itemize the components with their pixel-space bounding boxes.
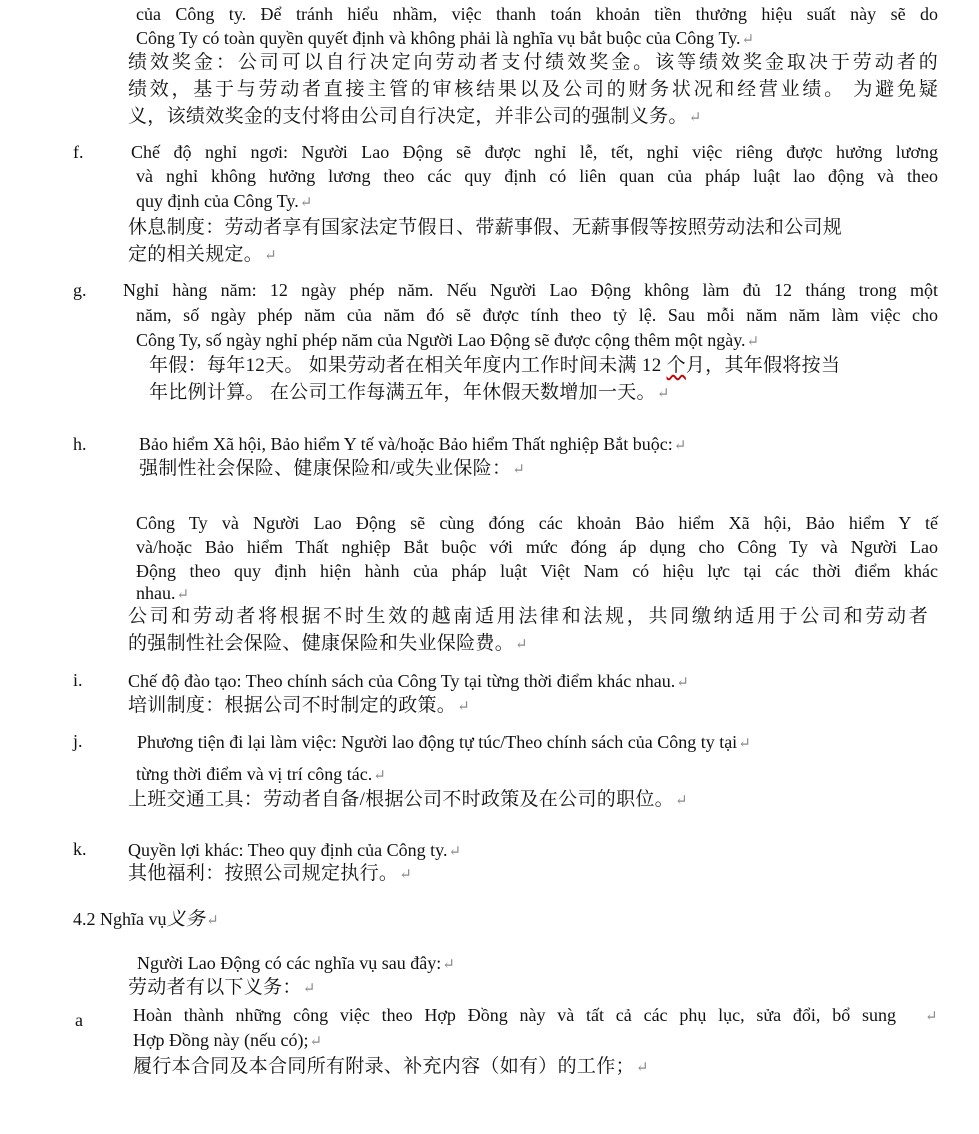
section-h-zh-line-1: 公司和劳动者将根据不时生效的越南适用法律和法规，共同缴纳适用于公司和劳动者: [128, 606, 928, 627]
section-e-vi-line-2: Công Ty có toàn quyền quyết định và không phải là nghĩa vụ bắt buộc của Công Ty.↵: [136, 28, 755, 48]
section-h-vi-line-1: Công Ty và Người Lao Động sẽ cùng đóng các khoản Bảo hiểm Xã hội, Bảo hiểm Y tế: [136, 513, 938, 533]
section-e-zh-line-1: 绩效奖金：公司可以自行决定向劳动者支付绩效奖金。该等绩效奖金取决于劳动者的: [128, 52, 938, 73]
section-h-vi-line-3: Động theo quy định hiện hành của pháp luật Việt Nam có hiệu lực tại các thời điểm khác: [136, 561, 938, 581]
paragraph-mark-icon: ↵: [515, 637, 528, 653]
section-i-zh: 培训制度：根据公司不时制定的政策。↵: [128, 695, 470, 716]
paragraph-mark-icon: ↵: [373, 768, 386, 784]
section-h-zh-line-2: 的强制性社会保险、健康保险和失业保险费。↵: [128, 633, 528, 654]
section-h-vi-line-4: nhau.↵: [136, 583, 190, 603]
section-e-zh-line-3: 义，该绩效奖金的支付将由公司自行决定，并非公司的强制义务。↵: [128, 106, 702, 127]
paragraph-mark-icon: ↵: [399, 867, 413, 883]
paragraph-mark-icon: ↵: [925, 1009, 938, 1025]
paragraph-mark-icon: ↵: [746, 334, 760, 350]
paragraph-mark-icon: ↵: [738, 736, 751, 752]
section-h-title-zh: 强制性社会保险、健康保险和/或失业保险：↵: [139, 458, 526, 479]
section-h-marker: h.: [73, 434, 87, 454]
section-i-vi: Chế độ đào tạo: Theo chính sách của Công Ty tại từng thời điểm khác nhau.↵: [128, 671, 689, 691]
section-g-vi-line-2: năm, số ngày phép năm của năm đó sẽ được tính theo tỷ lệ. Sau mỗi năm năm làm việc cho: [136, 305, 938, 325]
section-j-vi-line-1: Phương tiện đi lại làm việc: Người lao động tự túc/Theo chính sách của Công ty tại↵: [137, 732, 751, 752]
section-f-marker: f.: [73, 142, 84, 162]
paragraph-mark-icon: ↵: [741, 32, 755, 48]
spelling-flag: 个: [666, 355, 686, 376]
paragraph-mark-icon: ↵: [635, 1060, 649, 1076]
paragraph-mark-icon: ↵: [299, 195, 313, 211]
obligation-a-zh: 履行本合同及本合同所有附录、补充内容（如有）的工作；↵: [133, 1056, 649, 1077]
section-f-vi-line-3: quy định của Công Ty.↵: [136, 191, 313, 211]
section-i-marker: i.: [73, 670, 83, 690]
section-e-vi-line-1: của Công ty. Để tránh hiểu nhầm, việc thanh toán khoản tiền thưởng hiệu suất này sẽ do: [136, 4, 938, 24]
section-g-vi-line-3: Công Ty, số ngày nghỉ phép năm của Người Lao Động sẽ được cộng thêm một ngày.↵: [136, 330, 760, 350]
paragraph-mark-icon: ↵: [448, 844, 462, 860]
obligation-a-vi-line-1: Hoàn thành những công việc theo Hợp Đồng này và tất cả các phụ lục, sửa đổi, bổ sung: [133, 1005, 896, 1025]
obligation-a-vi-line-2: Hợp Đồng này (nếu có);↵: [133, 1030, 323, 1050]
paragraph-mark-icon: ↵: [688, 110, 702, 126]
section-h-vi-line-2: và/hoặc Bảo hiểm Thất nghiệp Bắt buộc với mức đóng áp dụng cho Công Ty và Người Lao: [136, 537, 938, 557]
section-j-marker: j.: [73, 731, 83, 751]
obligations-intro-zh: 劳动者有以下义务：↵: [128, 977, 316, 998]
paragraph-mark-icon: ↵: [512, 462, 526, 478]
paragraph-mark-icon: ↵: [206, 913, 219, 929]
section-g-zh-line-1: 年假：每年12天。 如果劳动者在相关年度内工作时间未满 12 个月，其年假将按当: [149, 355, 841, 376]
paragraph-mark-icon: ↵: [442, 957, 455, 973]
section-k-vi: Quyền lợi khác: Theo quy định của Công ty.↵: [128, 840, 462, 860]
section-j-vi-line-2: từng thời điểm và vị trí công tác.↵: [136, 764, 386, 784]
section-f-vi-line-1: Chế độ nghỉ ngơi: Người Lao Động sẽ được nghỉ lễ, tết, nghỉ việc riêng được hưởng lương: [131, 142, 938, 162]
section-g-zh-line-2: 年比例计算。 在公司工作每满五年，年休假天数增加一天。↵: [149, 382, 670, 403]
obligation-a-marker: a: [75, 1010, 83, 1030]
section-g-vi-line-1: Nghỉ hàng năm: 12 ngày phép năm. Nếu Người Lao Động không làm đủ 12 tháng trong một: [123, 280, 938, 300]
section-k-marker: k.: [73, 839, 87, 859]
obligations-heading: 4.2 Nghĩa vụ义务↵: [73, 909, 219, 930]
section-k-zh: 其他福利：按照公司规定执行。↵: [128, 863, 413, 884]
paragraph-mark-icon: ↵: [674, 793, 688, 809]
paragraph-mark-icon: ↵: [676, 675, 689, 691]
section-j-zh: 上班交通工具：劳动者自备/根据公司不时政策及在公司的职位。↵: [128, 789, 688, 810]
paragraph-mark-icon: ↵: [264, 248, 277, 264]
paragraph-mark-icon: ↵: [176, 587, 190, 603]
section-e-zh-line-2: 绩效，基于与劳动者直接主管的审核结果以及公司的财务状况和经营业绩。 为避免疑: [128, 79, 938, 100]
section-f-zh-line-1: 休息制度：劳动者享有国家法定节假日、带薪事假、无薪事假等按照劳动法和公司规: [128, 217, 843, 238]
paragraph-mark-icon: ↵: [656, 386, 670, 402]
section-g-marker: g.: [73, 280, 87, 300]
section-f-vi-line-2: và nghỉ không hưởng lương theo các quy định có liên quan của pháp luật lao động và theo: [136, 166, 938, 186]
paragraph-mark-icon: ↵: [457, 699, 470, 715]
section-h-title-vi: Bảo hiểm Xã hội, Bảo hiểm Y tế và/hoặc Bảo hiểm Thất nghiệp Bắt buộc:↵: [139, 434, 687, 454]
paragraph-mark-icon: ↵: [302, 981, 316, 997]
paragraph-mark-icon: ↵: [673, 438, 687, 454]
section-f-zh-line-2: 定的相关规定。↵: [128, 244, 277, 265]
obligations-intro-vi: Người Lao Động có các nghĩa vụ sau đây:↵: [137, 953, 455, 973]
paragraph-mark-icon: ↵: [309, 1034, 323, 1050]
